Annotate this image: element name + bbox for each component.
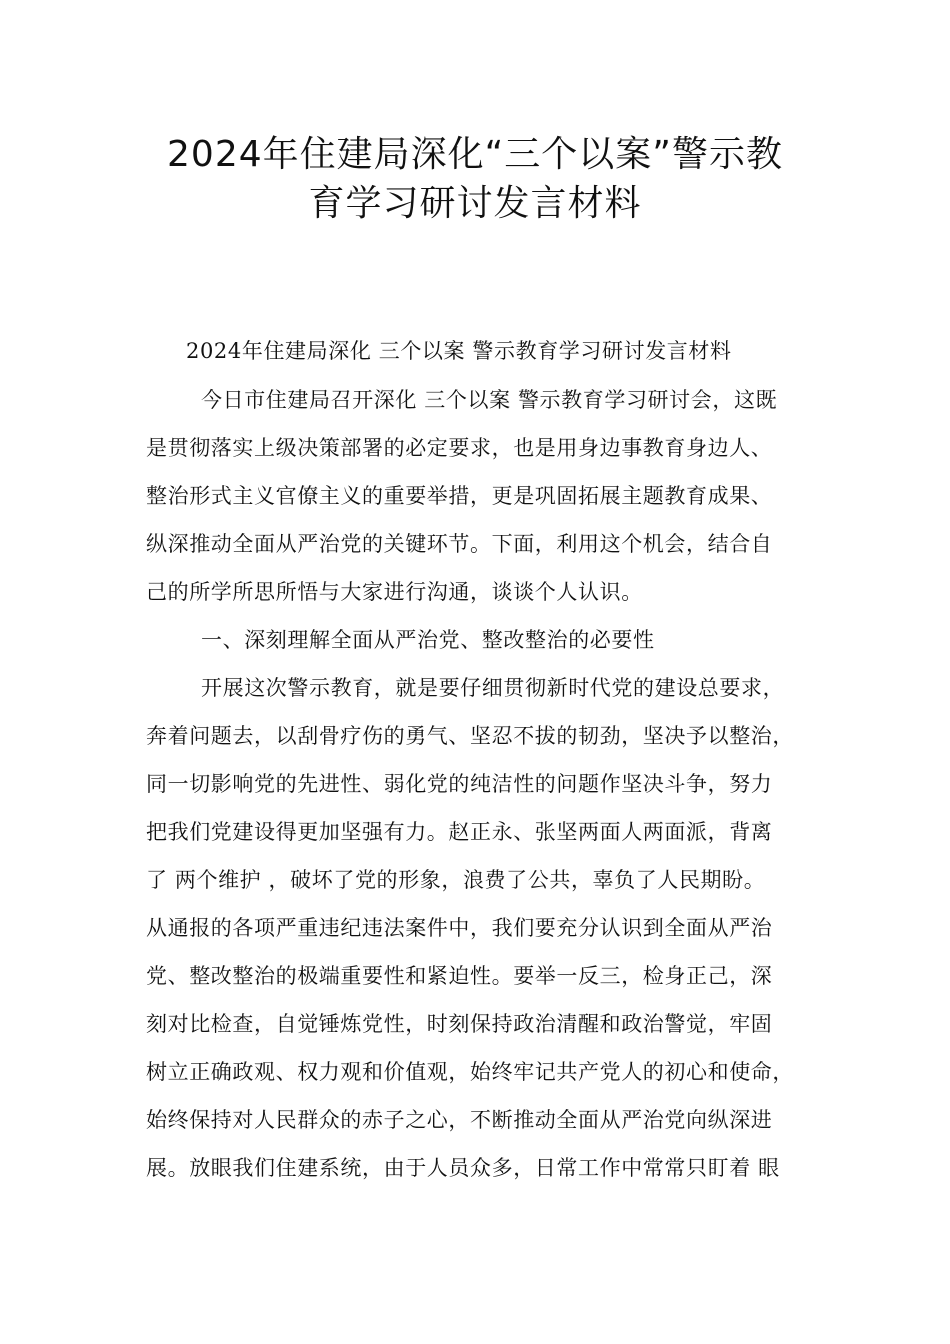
paragraph-line: 纵深推动全面从严治党的关键环节。下面，利用这个机会，结合自 xyxy=(146,532,773,556)
paragraph-line: 党、整改整治的极端重要性和紧迫性。要举一反三，检身正己，深 xyxy=(146,964,773,988)
paragraph-line: 树立正确政观、权力观和价值观，始终牢记共产党人的初心和使命， xyxy=(146,1060,794,1084)
document-title-line-1: 2024年住建局深化“三个以案”警示教 xyxy=(167,134,783,175)
paragraph-line: 是贯彻落实上级决策部署的必定要求，也是用身边事教育身边人、 xyxy=(146,436,773,460)
paragraph-line: 同一切影响党的先进性、弱化党的纯洁性的问题作坚决斗争，努力 xyxy=(146,772,773,796)
paragraph-line: 奔着问题去，以刮骨疗伤的勇气、坚忍不拔的韧劲，坚决予以整治， xyxy=(146,724,794,748)
paragraph-line: 整治形式主义官僚主义的重要举措，更是巩固拓展主题教育成果、 xyxy=(146,484,773,508)
document-title-line-2: 育学习研讨发言材料 xyxy=(308,183,642,224)
paragraph-line: 了 两个维护 ，破坏了党的形象，浪费了公共，辜负了人民期盼。 xyxy=(146,868,766,892)
paragraph-line: 展。放眼我们住建系统，由于人员众多，日常工作中常常只盯着 眼 xyxy=(146,1156,780,1180)
paragraph-line: 把我们党建设得更加坚强有力。赵正永、张坚两面人两面派，背离 xyxy=(146,820,773,844)
paragraph-line: 从通报的各项严重违纪违法案件中，我们要充分认识到全面从严治 xyxy=(146,916,773,940)
body-subtitle: 2024年住建局深化 三个以案 警示教育学习研讨发言材料 xyxy=(186,339,732,363)
paragraph-line: 今日市住建局召开深化 三个以案 警示教育学习研讨会，这既 xyxy=(201,388,778,412)
paragraph-line: 己的所学所思所悟与大家进行沟通，谈谈个人认识。 xyxy=(146,580,643,604)
paragraph-line: 刻对比检查，自觉锤炼党性，时刻保持政治清醒和政治警觉，牢固 xyxy=(146,1012,773,1036)
paragraph-line: 开展这次警示教育，就是要仔细贯彻新时代党的建设总要求， xyxy=(201,676,785,700)
paragraph-line: 始终保持对人民群众的赤子之心，不断推动全面从严治党向纵深进 xyxy=(146,1108,773,1132)
section-heading: 一、深刻理解全面从严治党、整改整治的必要性 xyxy=(201,628,655,652)
